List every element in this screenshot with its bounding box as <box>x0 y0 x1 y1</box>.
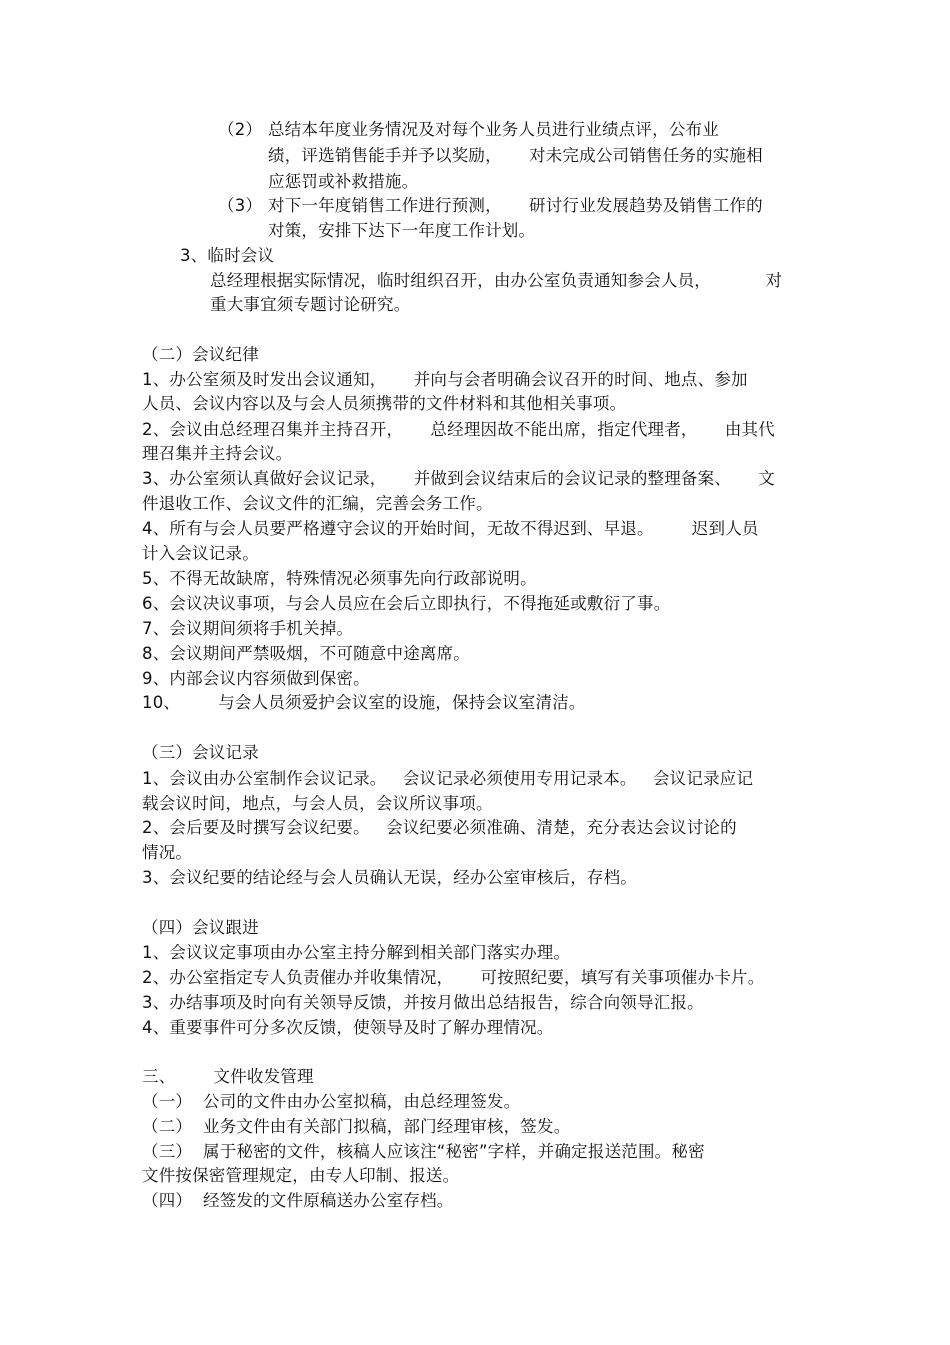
records-line: 情况。 <box>142 843 193 862</box>
section-followup-heading: （四）会议跟进 <box>142 918 259 937</box>
item-3-number: （3） <box>218 196 263 215</box>
records-line: 载会议时间，地点，与会人员，会议所议事项。 <box>142 794 493 813</box>
discipline-line: 4、所有与会人员要严格遵守会议的开始时间，无故不得迟到、早退。 迟到人员 <box>142 519 759 538</box>
item-2-number: （2） <box>218 120 263 139</box>
item-3-line-1: 对下一年度销售工作进行预测， 研讨行业发展趋势及销售工作的 <box>268 196 763 215</box>
temp-meeting-line-2: 重大事宜须专题讨论研究。 <box>210 295 411 314</box>
discipline-line: 计入会议记录。 <box>142 544 259 563</box>
item-3-line-2: 对策，安排下达下一年度工作计划。 <box>268 221 536 240</box>
section-discipline-heading: （二）会议纪律 <box>142 345 259 364</box>
discipline-line: 1、办公室须及时发出会议通知， 并向与会者明确会议召开的时间、地点、参加 <box>142 370 748 389</box>
followup-line: 2、办公室指定专人负责催办并收集情况， 可按照纪要，填写有关事项催办卡片。 <box>142 968 765 987</box>
discipline-line: 理召集并主持会议。 <box>142 444 293 463</box>
documents-line: 文件按保密管理规定，由专人印制、报送。 <box>142 1166 460 1185</box>
item-2-line-1: 总结本年度业务情况及对每个业务人员进行业绩点评，公布业 <box>268 120 719 139</box>
documents-line: （四） 经签发的文件原稿送办公室存档。 <box>142 1191 454 1210</box>
documents-line: （二） 业务文件由有关部门拟稿，部门经理审核，签发。 <box>142 1117 571 1136</box>
records-line: 2、会后要及时撰写会议纪要。 会议纪要必须准确、清楚，充分表达会议讨论的 <box>142 818 737 837</box>
item-2-line-2: 绩，评选销售能手并予以奖励， 对未完成公司销售任务的实施相 <box>268 146 763 165</box>
discipline-line: 3、办公室须认真做好会议记录， 并做到会议结束后的会议记录的整理备案、 文 <box>142 469 775 488</box>
item-2-line-3: 应惩罚或补救措施。 <box>268 172 419 191</box>
discipline-line: 5、不得无故缺席，特殊情况必须事先向行政部说明。 <box>142 569 537 588</box>
documents-line: （三） 属于秘密的文件，核稿人应该注“秘密”字样，并确定报送范围。秘密 <box>142 1142 705 1161</box>
temp-meeting-heading: 3、临时会议 <box>180 246 275 265</box>
discipline-line: 件退收工作、会议文件的汇编，完善会务工作。 <box>142 494 493 513</box>
discipline-line: 人员、会议内容以及与会人员须携带的文件材料和其他相关事项。 <box>142 394 627 413</box>
discipline-line: 8、会议期间严禁吸烟，不可随意中途离席。 <box>142 644 470 663</box>
followup-line: 3、办结事项及时向有关领导反馈，并按月做出总结报告，综合向领导汇报。 <box>142 993 704 1012</box>
documents-line: （一） 公司的文件由办公室拟稿，由总经理签发。 <box>142 1092 521 1111</box>
temp-meeting-line-1: 总经理根据实际情况，临时组织召开，由办公室负责通知参会人员， 对 <box>210 271 783 290</box>
discipline-line: 9、内部会议内容须做到保密。 <box>142 669 370 688</box>
discipline-line: 10、 与会人员须爱护会议室的设施，保持会议室清洁。 <box>142 693 586 712</box>
discipline-line: 6、会议决议事项，与会人员应在会后立即执行，不得拖延或敷衍了事。 <box>142 594 671 613</box>
section-documents-heading: 三、 文件收发管理 <box>142 1067 314 1086</box>
records-line: 1、会议由办公室制作会议记录。 会议记录必须使用专用记录本。 会议记录应记 <box>142 769 754 788</box>
followup-line: 1、会议议定事项由办公室主持分解到相关部门落实办理。 <box>142 943 571 962</box>
records-line: 3、会议纪要的结论经与会人员确认无误，经办公室审核后，存档。 <box>142 868 637 887</box>
followup-line: 4、重要事件可分多次反馈，使领导及时了解办理情况。 <box>142 1018 554 1037</box>
section-records-heading: （三）会议记录 <box>142 743 259 762</box>
discipline-line: 7、会议期间须将手机关掉。 <box>142 619 354 638</box>
discipline-line: 2、会议由总经理召集并主持召开， 总经理因故不能出席，指定代理者， 由其代 <box>142 420 775 439</box>
